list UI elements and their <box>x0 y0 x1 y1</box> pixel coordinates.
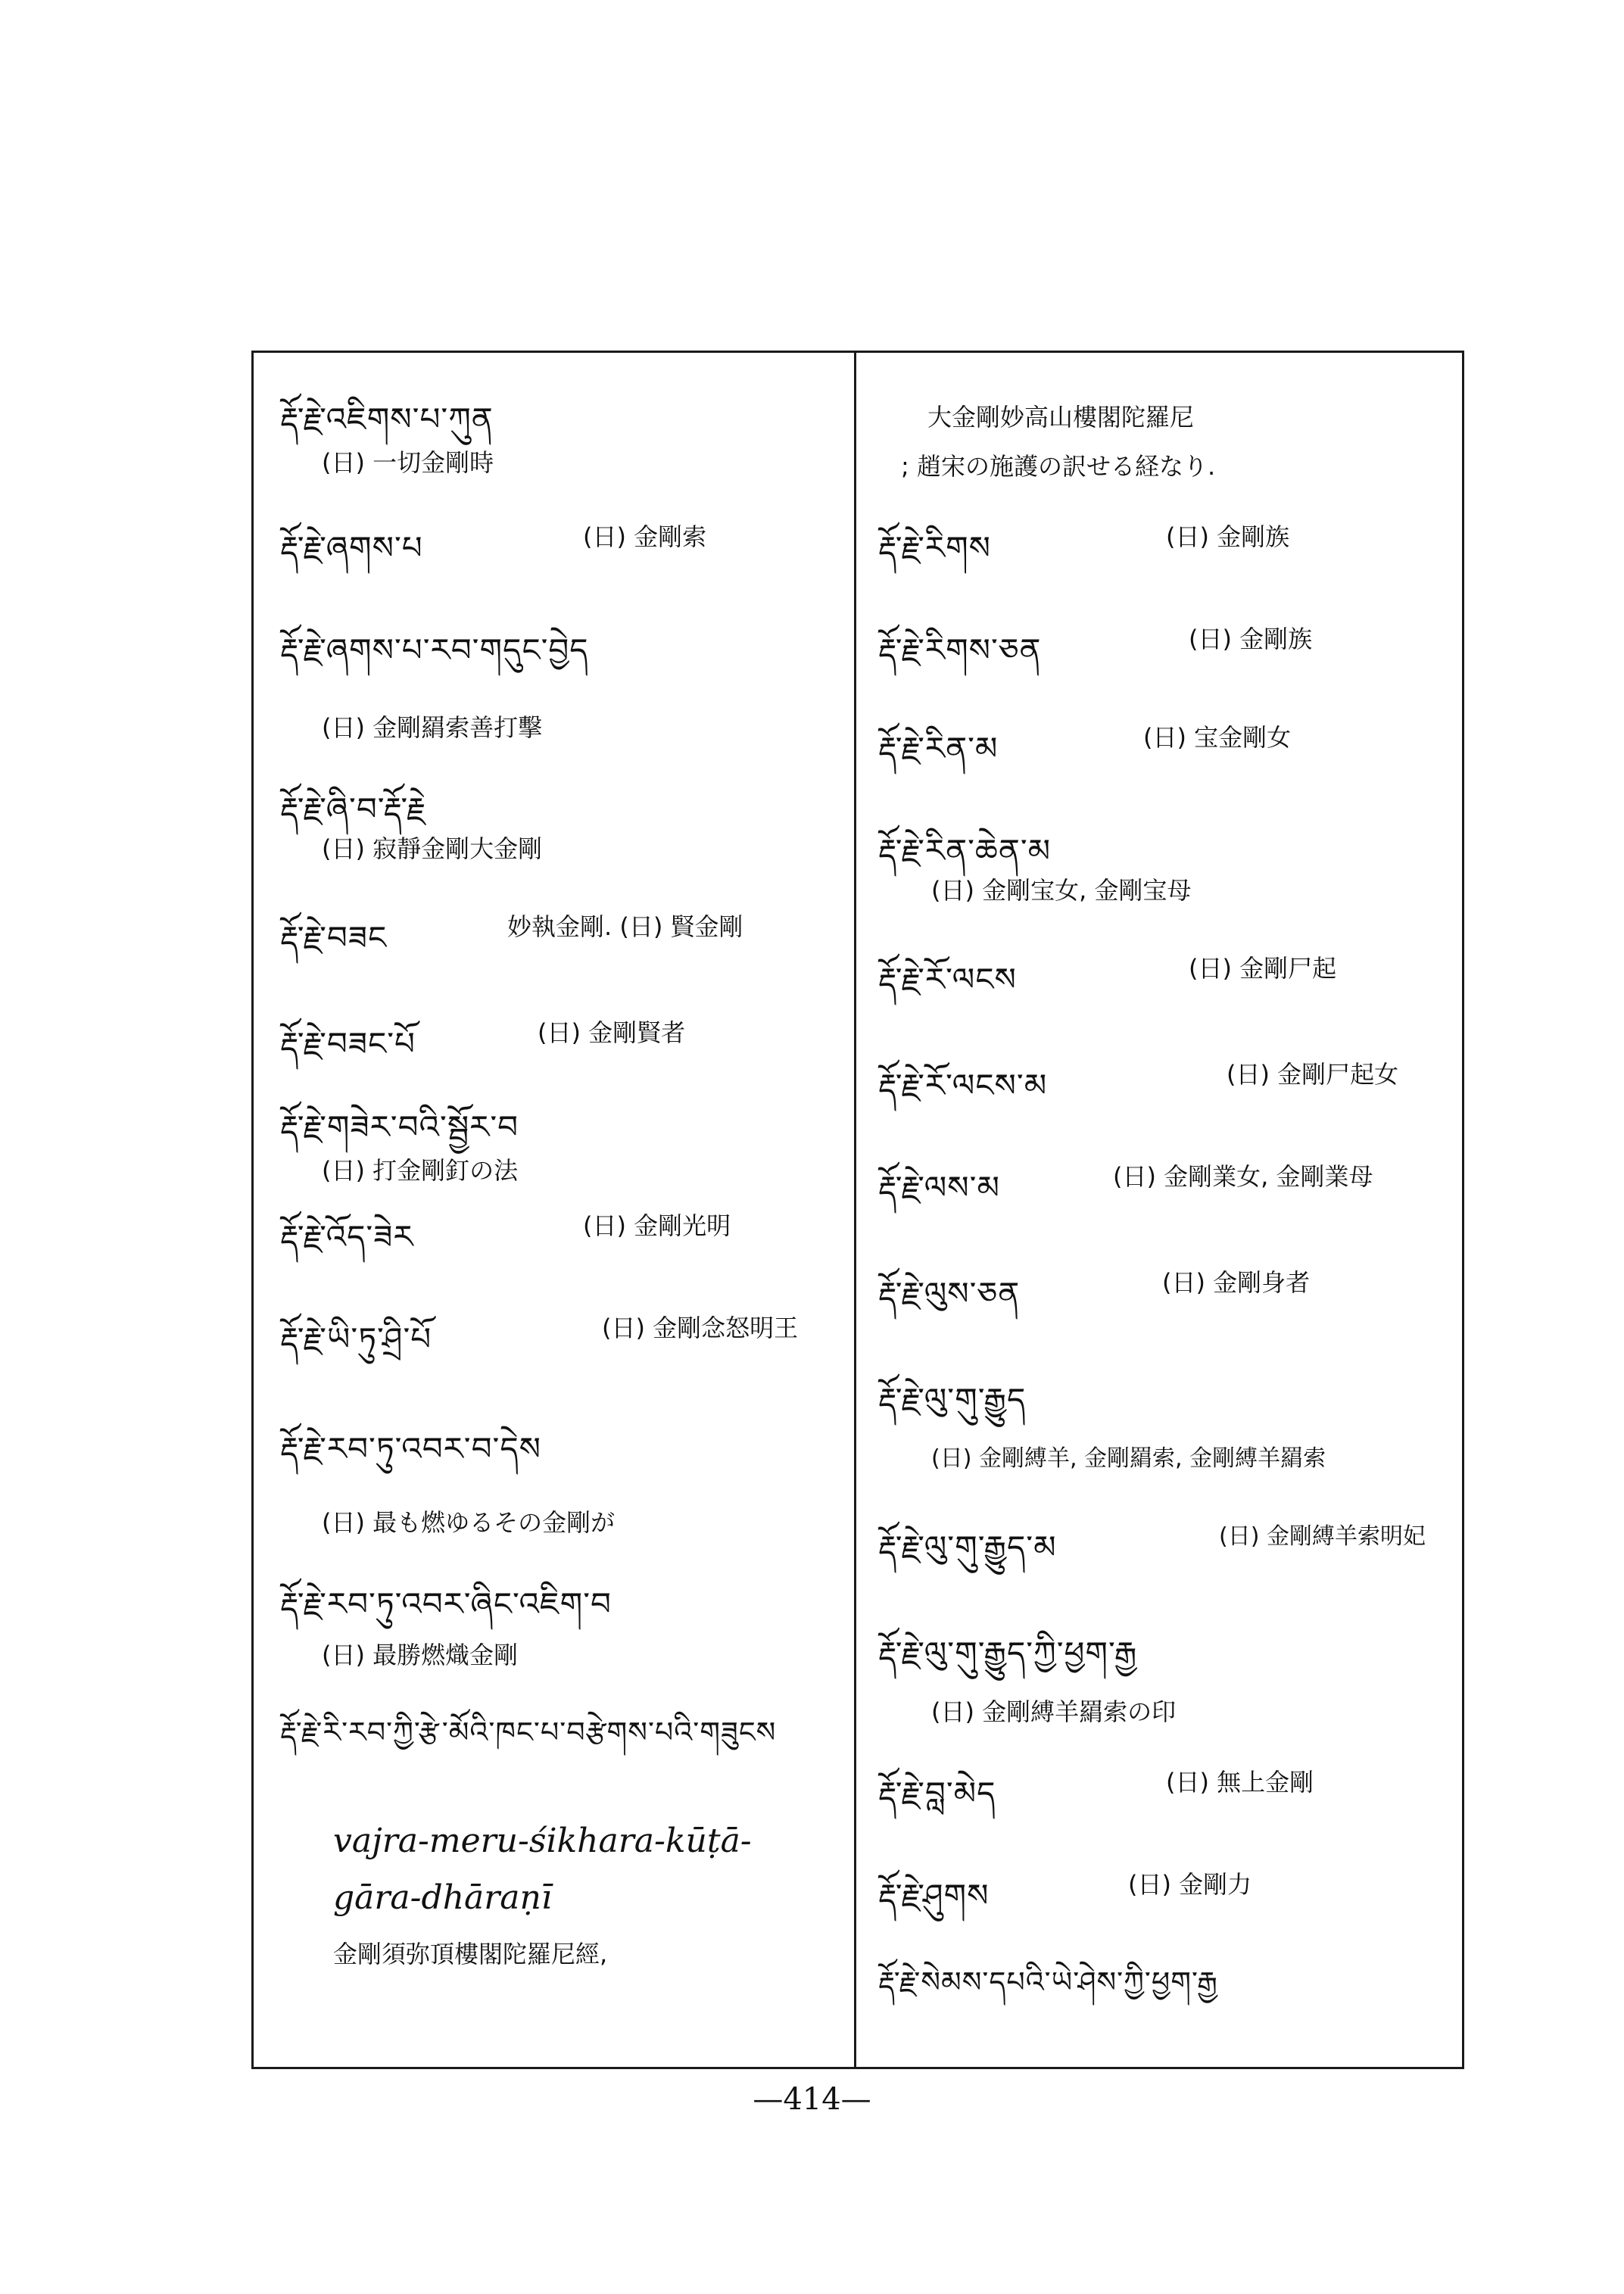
tibetan-term: རྡོ་རྗེ་ཤུགས <box>878 1877 990 1914</box>
japanese-gloss: 妙執金剛. (日) 賢金剛 <box>507 912 743 941</box>
japanese-gloss: (日) 金剛縛羊索明妃 <box>1219 1523 1426 1550</box>
tibetan-term: རྡོ་རྗེ་ལུས་ཅན <box>878 1275 1021 1312</box>
tibetan-term: རྡོ་རྗེ་རིན་མ <box>878 730 999 767</box>
sanskrit-romanization-cont: gāra-dhāraṇī <box>333 1878 552 1917</box>
japanese-gloss: (日) 金剛縛羊羂索の印 <box>931 1697 1177 1726</box>
tibetan-term: རྡོ་རྗེ་ལུ་གུ་རྒྱུད་ཀྱི་ཕྱག་རྒྱ <box>878 1635 1138 1672</box>
tibetan-term: རྡོ་རྗེ་གཟེར་བའི་སྦྱོར་བ <box>280 1108 519 1145</box>
tibetan-term: རྡོ་རྗེ་རོ་ལངས <box>878 961 1017 998</box>
japanese-gloss: (日) 最も燃ゆるその金剛が <box>322 1508 616 1537</box>
japanese-gloss: ; 趙宋の施護の訳せる経なり. <box>901 452 1216 481</box>
japanese-gloss: (日) 金剛尸起女 <box>1227 1060 1399 1089</box>
tibetan-term: རྡོ་རྗེ་རབ་ཏུ་འབར་ཞིང་འཇིག་བ <box>280 1585 612 1622</box>
tibetan-term: རྡོ་རྗེ་བླ་མེད <box>878 1775 996 1812</box>
page-number: —414— <box>753 2082 871 2117</box>
tibetan-term: རྡོ་རྗེ་ཡི་ཏུ་ཤྲི་པོ <box>280 1320 432 1357</box>
japanese-gloss: 金剛須弥頂樓閣陀羅尼經, <box>333 1940 608 1968</box>
tibetan-term: རྡོ་རྗེ་རིགས <box>878 529 992 566</box>
sanskrit-romanization: vajra-meru-śikhara-kūṭā- <box>333 1822 752 1860</box>
tibetan-term: རྡོ་རྗེ་རིན་ཆེན་མ <box>878 832 1052 869</box>
tibetan-term: རྡོ་རྗེ་ཞགས་པ <box>280 529 423 566</box>
japanese-gloss: (日) 金剛族 <box>1189 625 1313 653</box>
japanese-gloss: 大金剛妙高山樓閣陀羅尼 <box>927 403 1195 432</box>
japanese-gloss: (日) 無上金剛 <box>1166 1768 1314 1797</box>
japanese-gloss: (日) 一切金剛時 <box>322 448 494 477</box>
japanese-gloss: (日) 金剛族 <box>1166 522 1290 551</box>
tibetan-term: རྡོ་རྗེ་རིགས་ཅན <box>878 631 1042 669</box>
tibetan-term: རྡོ་རྗེ་རི་རབ་ཀྱི་རྩེ་མོའི་ཁང་པ་བརྩེགས་པའི་གཟུངས <box>280 1716 777 1749</box>
japanese-gloss: (日) 金剛身者 <box>1162 1268 1311 1297</box>
tibetan-term: རྡོ་རྗེ་ལུ་གུ་རྒྱུད <box>878 1381 1027 1418</box>
left-column <box>257 353 848 2067</box>
japanese-gloss: (日) 金剛業女, 金剛業母 <box>1113 1162 1373 1191</box>
japanese-gloss: (日) 金剛尸起 <box>1189 954 1337 983</box>
japanese-gloss: (日) 金剛念怒明王 <box>602 1314 799 1342</box>
japanese-gloss: (日) 金剛光明 <box>583 1211 731 1240</box>
column-divider <box>854 351 856 2069</box>
tibetan-term: རྡོ་རྗེ་སེམས་དཔའི་ཡེ་ཤེས་ཀྱི་ཕྱག་རྒྱ <box>878 1965 1218 1999</box>
japanese-gloss: (日) 金剛羂索善打擊 <box>322 713 543 742</box>
japanese-gloss: (日) 金剛賢者 <box>538 1018 686 1047</box>
tibetan-term: རྡོ་རྗེ་འཇིགས་པ་ཀུན <box>280 401 494 438</box>
japanese-gloss: (日) 寂靜金剛大金剛 <box>322 834 543 863</box>
japanese-gloss: (日) 打金剛釘の法 <box>322 1156 519 1185</box>
tibetan-term: རྡོ་རྗེ་རོ་ལངས་མ <box>878 1067 1048 1104</box>
japanese-gloss: (日) 金剛索 <box>583 522 707 551</box>
japanese-gloss: (日) 最勝燃熾金剛 <box>322 1641 519 1669</box>
tibetan-term: རྡོ་རྗེ་འོད་ཟེར <box>280 1218 414 1255</box>
tibetan-term: རྡོ་རྗེ་རབ་ཏུ་འབར་བ་དེས <box>280 1430 542 1467</box>
right-column <box>863 353 1461 2067</box>
tibetan-term: རྡོ་རྗེ་བཟང <box>280 919 388 956</box>
tibetan-term: རྡོ་རྗེ་བཟང་པོ <box>280 1025 416 1062</box>
japanese-gloss: (日) 金剛宝女, 金剛宝母 <box>931 876 1192 905</box>
tibetan-term: རྡོ་རྗེ་ཞགས་པ་རབ་གདུང་བྱེད <box>280 631 589 669</box>
tibetan-term: རྡོ་རྗེ་ལུ་གུ་རྒྱུད་མ <box>878 1529 1057 1566</box>
japanese-gloss: (日) 金剛力 <box>1128 1870 1252 1899</box>
japanese-gloss: (日) 金剛縛羊, 金剛羂索, 金剛縛羊羂索 <box>931 1445 1326 1472</box>
japanese-gloss: (日) 宝金剛女 <box>1143 723 1292 752</box>
tibetan-term: རྡོ་རྗེ་ལས་མ <box>878 1169 1000 1206</box>
tibetan-term: རྡོ་རྗེ་ཞི་བ་རྡོ་རྗེ <box>280 790 427 828</box>
